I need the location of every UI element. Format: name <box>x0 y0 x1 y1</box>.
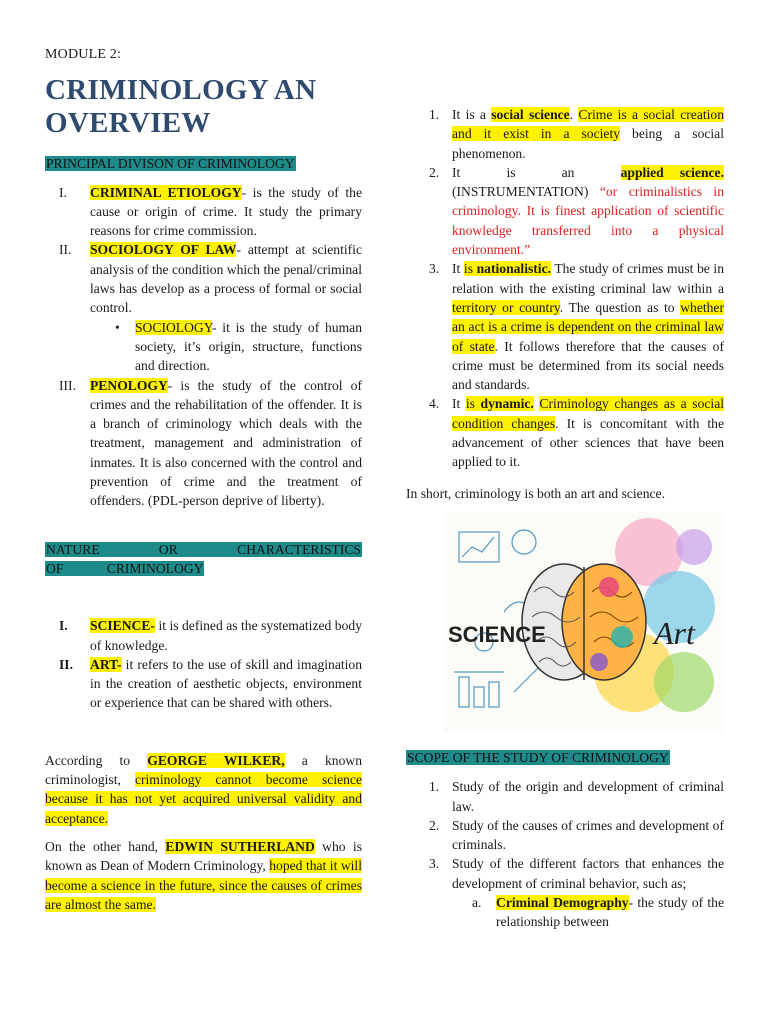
title-line-2: OVERVIEW <box>45 107 211 140</box>
section-heading-scope: SCOPE OF THE STUDY OF CRIMINOLOGY <box>407 750 669 765</box>
figure-science-label: SCIENCE <box>448 622 546 647</box>
figure-art-label: Art <box>654 615 695 651</box>
characteristic-item-4: 4. It is dynamic. Criminology changes as a social condition changes. It is concomitant with the advancement of other sciences that have been applied to it. <box>429 396 725 470</box>
scope-subitem-a: a. Criminal Demography- the study of the relationship between <box>472 895 725 930</box>
right-column <box>406 105 724 503</box>
module-label: MODULE 2: <box>45 47 122 62</box>
section-heading-nature: NATURE OR CHARACTERISTICS OF CRIMINOLOGY <box>46 541 361 576</box>
term-criminal-demography: Criminal Demography <box>496 895 629 911</box>
term-sociology: SOCIOLOGY <box>135 319 213 335</box>
bullet-item-sociology: • SOCIOLOGY- it is the study of human society, it’s origin, structure, functions and direction. <box>115 319 362 374</box>
scope-item-3: 3. Study of the different factors that enhances the development of criminal behavior, such as; <box>429 856 724 891</box>
term-art: ART- <box>90 656 122 672</box>
paragraph-sutherland: On the other hand, EDWIN SUTHERLAND who is known as Dean of Modern Criminology, hoped that it will become a science in the future, since the causes of crimes are almost the same. <box>45 838 362 912</box>
scope-item-1: 1. Study of the origin and development of criminal law. <box>429 779 724 814</box>
paragraph-wilker: According to GEORGE WILKER, a known criminologist, criminology cannot become science because it has not yet acquired universal validity and acceptance. <box>45 752 362 826</box>
name-george-wilker: GEORGE WILKER, <box>147 752 285 768</box>
left-column <box>45 45 362 914</box>
term-science: SCIENCE- <box>90 618 155 634</box>
characteristic-item-2: 2. It is an applied science. (INSTRUMENTATION) “or criminalistics in criminology. It is finest application of scientific knowledge transferred into a physical environment.” <box>429 164 724 258</box>
scope-section <box>406 748 724 932</box>
characteristic-item-1: 1. It is a social science. Crime is a social creation and it exist in a society being a social phenomenon. <box>429 107 724 161</box>
brain-science-art-image <box>444 512 723 732</box>
title-line-1: CRIMINOLOGY AN <box>45 74 317 107</box>
term-sociology-of-law: SOCIOLOGY OF LAW <box>90 242 237 258</box>
list-item-penology: III. PENOLOGY- is the study of the control of crimes and the rehabilitation of the offender. It is a branch of criminology which deals with the treatment, management and administration of inmates. It is also concerned with the control and prevention of crime and the treatment of offenders. (PDL-person deprive of liberty). <box>59 377 362 509</box>
name-edwin-sutherland: EDWIN SUTHERLAND <box>165 838 315 854</box>
list-item-art: II. ART- it refers to the use of skill and imagination in the creation of aesthetic objects, environment or experience that can be shared with others. <box>59 656 362 711</box>
list-item-sociology-of-law: II. SOCIOLOGY OF LAW- attempt at scientific analysis of the condition which the penal/criminal laws has develop as a process of formal or social control. <box>59 242 362 316</box>
in-short-text: In short, criminology is both an art and science. <box>406 485 665 501</box>
list-item-criminal-etiology: I. CRIMINAL ETIOLOGY- is the study of the cause or origin of crime. It study the primary reasons for crime commission. <box>59 184 362 239</box>
characteristic-item-3: 3. It is nationalistic. The study of crimes must be in relation with the existing criminal law within a territory or country. The question as to whether an act is a crime is dependent on the criminal law of state. It follows therefore that the causes of crime must be determined from its social needs and standards. <box>429 261 725 393</box>
scope-item-2: 2. Study of the causes of crimes and development of criminals. <box>429 817 724 853</box>
term-penology: PENOLOGY <box>90 377 168 393</box>
term-criminal-etiology: CRIMINAL ETIOLOGY <box>90 184 242 200</box>
section-heading-principal-division: PRINCIPAL DIVISON OF CRIMINOLOGY <box>46 156 295 172</box>
page-title <box>45 74 362 140</box>
list-item-science: I. SCIENCE- it is defined as the systematized body of knowledge. <box>59 618 362 653</box>
